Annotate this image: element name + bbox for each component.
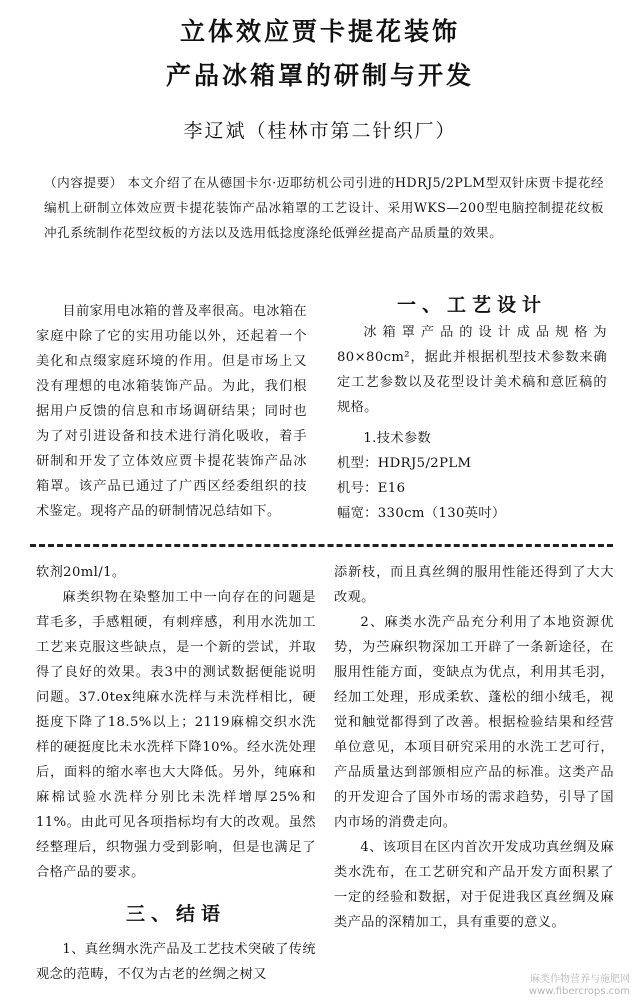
section-1-subheading: 1.技术参数 [363,431,432,446]
watermark [529,974,630,998]
bottom-left-paragraph-1: 麻类织物在染整加工中一向存在的问题是茸毛多，手感粗硬，有刺痒感，利用水洗加工工艺来克服这些缺点，是一个新的尝试，并取得了良好的效果。表3中的测试数据便能说明问题。37.0tex纯麻水洗样与未洗样相比，硬挺度下降了18.5%以上；2119麻棉交织水洗样的硬挺度比未水洗样下降10%。经水洗处理后，面料的缩水率也大大降低。另外，纯麻和麻棉试验水洗样分别比未洗样增厚25%和11%。由此可见各项指标均有大的改观。虽然经整理后，织物强力受到影响，但是也满足了合格产品的要求。 [36,590,316,880]
section-1-paragraph: 冰箱罩产品的设计成品规格为80×80cm²，据此并根据机型技术参数来确定工艺参数以及花型设计美术稿和意匠稿的规格。 [337,325,607,415]
page-divider [30,544,613,547]
title-line-1: 立体效应贾卡提花装饰 [179,17,460,46]
spec-gauge: 机号：E16 [337,481,406,496]
spec-width: 幅宽：330cm（130英吋） [337,506,506,521]
bottom-left-column [36,560,316,987]
bottom-left-paragraph-2: 1、真丝绸水洗产品及工艺技术突破了传统观念的范畴，不仅为古老的丝绸之树又 [36,942,316,982]
bottom-right-column [334,560,614,935]
bottom-right-paragraph-3: 4、该项目在区内首次开发成功真丝绸及麻类水洗布，在工艺研究和产品开发方面积累了一定的经验和数据，对于促进我区真丝绸及麻类产品的深精加工，具有重要的意义。 [334,840,614,930]
abstract-text: 本文介绍了在从德国卡尔·迈耶纺机公司引进的HDRJ5/2PLM型双针床贾卡提花经编机上研制立体效应贾卡提花装饰产品冰箱罩的工艺设计、采用WKS—200型电脑控制提花纹板冲孔系统制作花型纹板的方法以及选用低捻度涤纶低弹丝提高产品质量的效果。 [44,175,604,240]
section-1-column [337,320,607,526]
intro-paragraph: 目前家用电冰箱的普及率很高。电冰箱在家庭中除了它的实用功能以外，还起着一个美化和点缀家庭环境的作用。但是市场上又没有理想的电冰箱装饰产品。为此，我们根据用户反馈的信息和市场调研结果；同时也为了对引进设备和技术进行消化吸收，着手研制和开发了立体效应贾卡提花装饰产品冰箱罩。该产品已通过了广西区经委组织的技术鉴定。现将产品的研制情况总结如下。 [36,304,307,519]
section-1-heading: 一、工艺设计 [396,294,547,316]
bottom-left-first-line: 软剂20ml/1。 [36,565,126,580]
watermark-line-2: www.fibercrops.com [528,986,630,997]
watermark-line-1: 麻类作物营养与施肥网 [530,974,630,985]
title-line-2: 产品冰箱罩的研制与开发 [165,61,474,90]
bottom-right-paragraph-1: 添新枝，而且真丝绸的服用性能还得到了大大改观。 [334,565,614,605]
abstract [44,170,604,245]
bottom-right-paragraph-2: 2、麻类水洗产品充分利用了本地资源优势，为苎麻织物深加工开辟了一条新途径，在服用性能方面，变缺点为优点，利用其毛羽，经加工处理，形成柔软、蓬松的细小绒毛，视觉和触觉都得到了改善。根据检验结果和经营单位意见，本项目研究采用的水洗工艺可行，产品质量达到部颁相应产品的标准。这类产品的开发迎合了国外市场的需求趋势，引导了国内市场的消费走向。 [334,615,614,830]
intro-column [36,299,307,524]
author-line: 李辽斌（桂林市第二针织厂） [183,120,457,142]
abstract-tag: （内容提要） [44,175,123,190]
section-3-heading: 三、结语 [125,903,226,925]
spec-model: 机型：HDRJ5/2PLM [337,456,472,471]
